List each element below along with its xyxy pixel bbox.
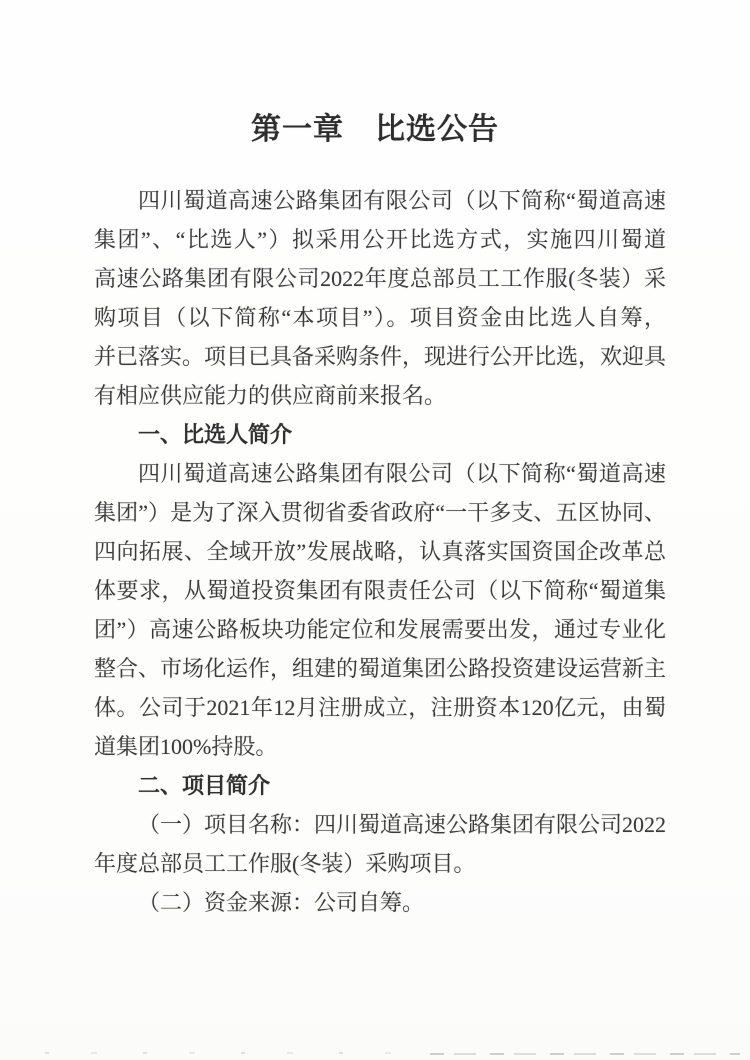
doc-line: （二）资金来源：公司自筹。 xyxy=(138,890,425,915)
scan-noise-artifact xyxy=(45,1052,420,1054)
chapter-title: 第一章 比选公告 xyxy=(251,113,499,146)
doc-line: 四向拓展、全域开放”发展战略，认真落实国资国企改革总 xyxy=(94,539,666,564)
doc-line: 四川蜀道高速公路集团有限公司（以下简称“蜀道高速 xyxy=(138,461,666,486)
doc-line: 集团”、“比选人”）拟采用公开比选方式，实施四川蜀道 xyxy=(94,227,666,252)
doc-line: 年度总部员工工作服(冬装）采购项目。 xyxy=(94,851,476,876)
scan-noise-artifact xyxy=(430,1053,740,1055)
doc-line: 购项目（以下简称“本项目”）。项目资金由比选人自筹， xyxy=(94,305,666,330)
doc-line: 团”）高速公路板块功能定位和发展需要出发，通过专业化 xyxy=(94,617,666,642)
doc-line: 整合、市场化运作，组建的蜀道集团公路投资建设运营新主 xyxy=(94,656,666,681)
doc-line: 体要求，从蜀道投资集团有限责任公司（以下简称“蜀道集 xyxy=(94,578,666,603)
section-heading-1: 一、比选人简介 xyxy=(138,422,293,447)
doc-line: 四川蜀道高速公路集团有限公司（以下简称“蜀道高速 xyxy=(138,188,666,213)
doc-line: 有相应供应能力的供应商前来报名。 xyxy=(94,383,447,408)
doc-line: 高速公路集团有限公司2022年度总部员工工作服(冬装）采 xyxy=(94,266,666,291)
doc-line: 集团”）是为了深入贯彻省委省政府“一干多支、五区协同、 xyxy=(94,500,666,525)
document-body xyxy=(94,181,666,922)
doc-line: 体。公司于2021年12月注册成立，注册资本120亿元，由蜀 xyxy=(94,695,666,720)
doc-line: 道集团100%持股。 xyxy=(94,734,278,759)
doc-line: （一）项目名称：四川蜀道高速公路集团有限公司2022 xyxy=(138,812,666,837)
section-heading-2: 二、项目简介 xyxy=(138,773,271,798)
doc-line: 并已落实。项目已具备采购条件，现进行公开比选，欢迎具 xyxy=(94,344,666,369)
